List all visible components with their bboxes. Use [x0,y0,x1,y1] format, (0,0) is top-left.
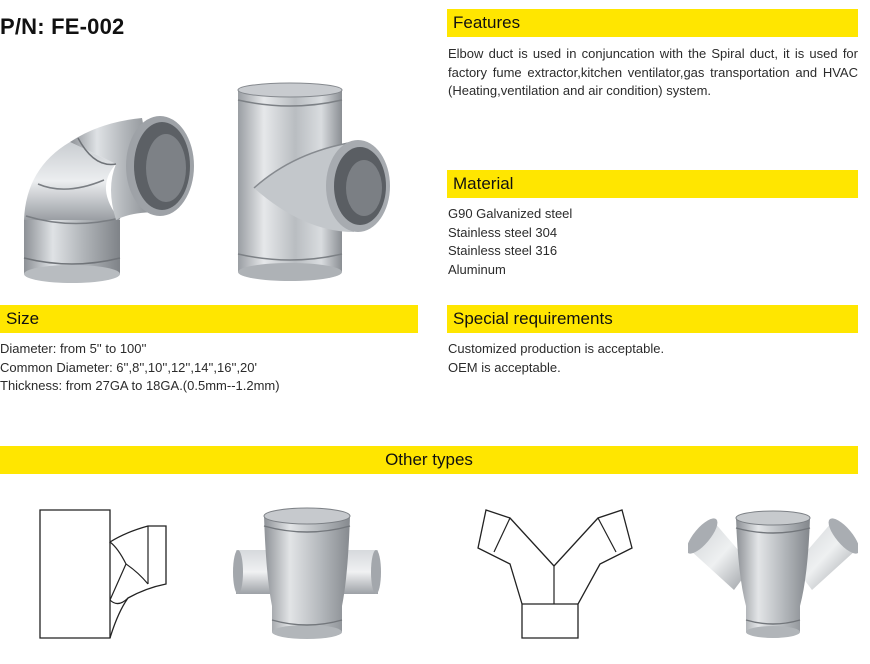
y-branch-line-drawing [476,508,636,640]
other-types-heading: Other types [0,446,858,474]
material-list [448,205,848,279]
special-line: Customized production is acceptable. [448,341,665,356]
elbow-duct-image [20,108,200,292]
lateral-y-duct-image [688,506,858,646]
material-item: Stainless steel 304 [448,224,558,240]
features-text: Elbow duct is used in conjuncation with the Spiral duct, it is used for factory fume extractor,kitchen ventilator,gas transportation and HVAC (Heating,ventilation and air condition) system. [448,46,858,98]
size-details [0,340,420,396]
tee-duct-image [234,82,394,288]
tee-line-drawing [38,508,168,640]
material-item: Stainless steel 316 [448,243,558,258]
material-item: G90 Galvanized steel [448,206,573,221]
part-number: P/N: FE-002 [0,14,125,39]
material-heading: Material [447,170,858,198]
features-heading: Features [447,9,858,37]
special-requirements-heading: Special requirements [447,305,858,333]
size-heading: Size [0,305,418,333]
size-line: Thickness: from 27GA to 18GA.(0.5mm--1.2mm) [0,378,280,393]
material-item: Aluminum [448,261,506,277]
size-line: Common Diameter: 6'',8'',10'',12'',14'',16'',20' [0,359,258,375]
cross-duct-image [232,506,382,646]
size-line: Diameter: from 5'' to 100'' [0,341,147,356]
special-requirements-details [448,340,848,377]
special-line: OEM is acceptable. [448,359,561,375]
